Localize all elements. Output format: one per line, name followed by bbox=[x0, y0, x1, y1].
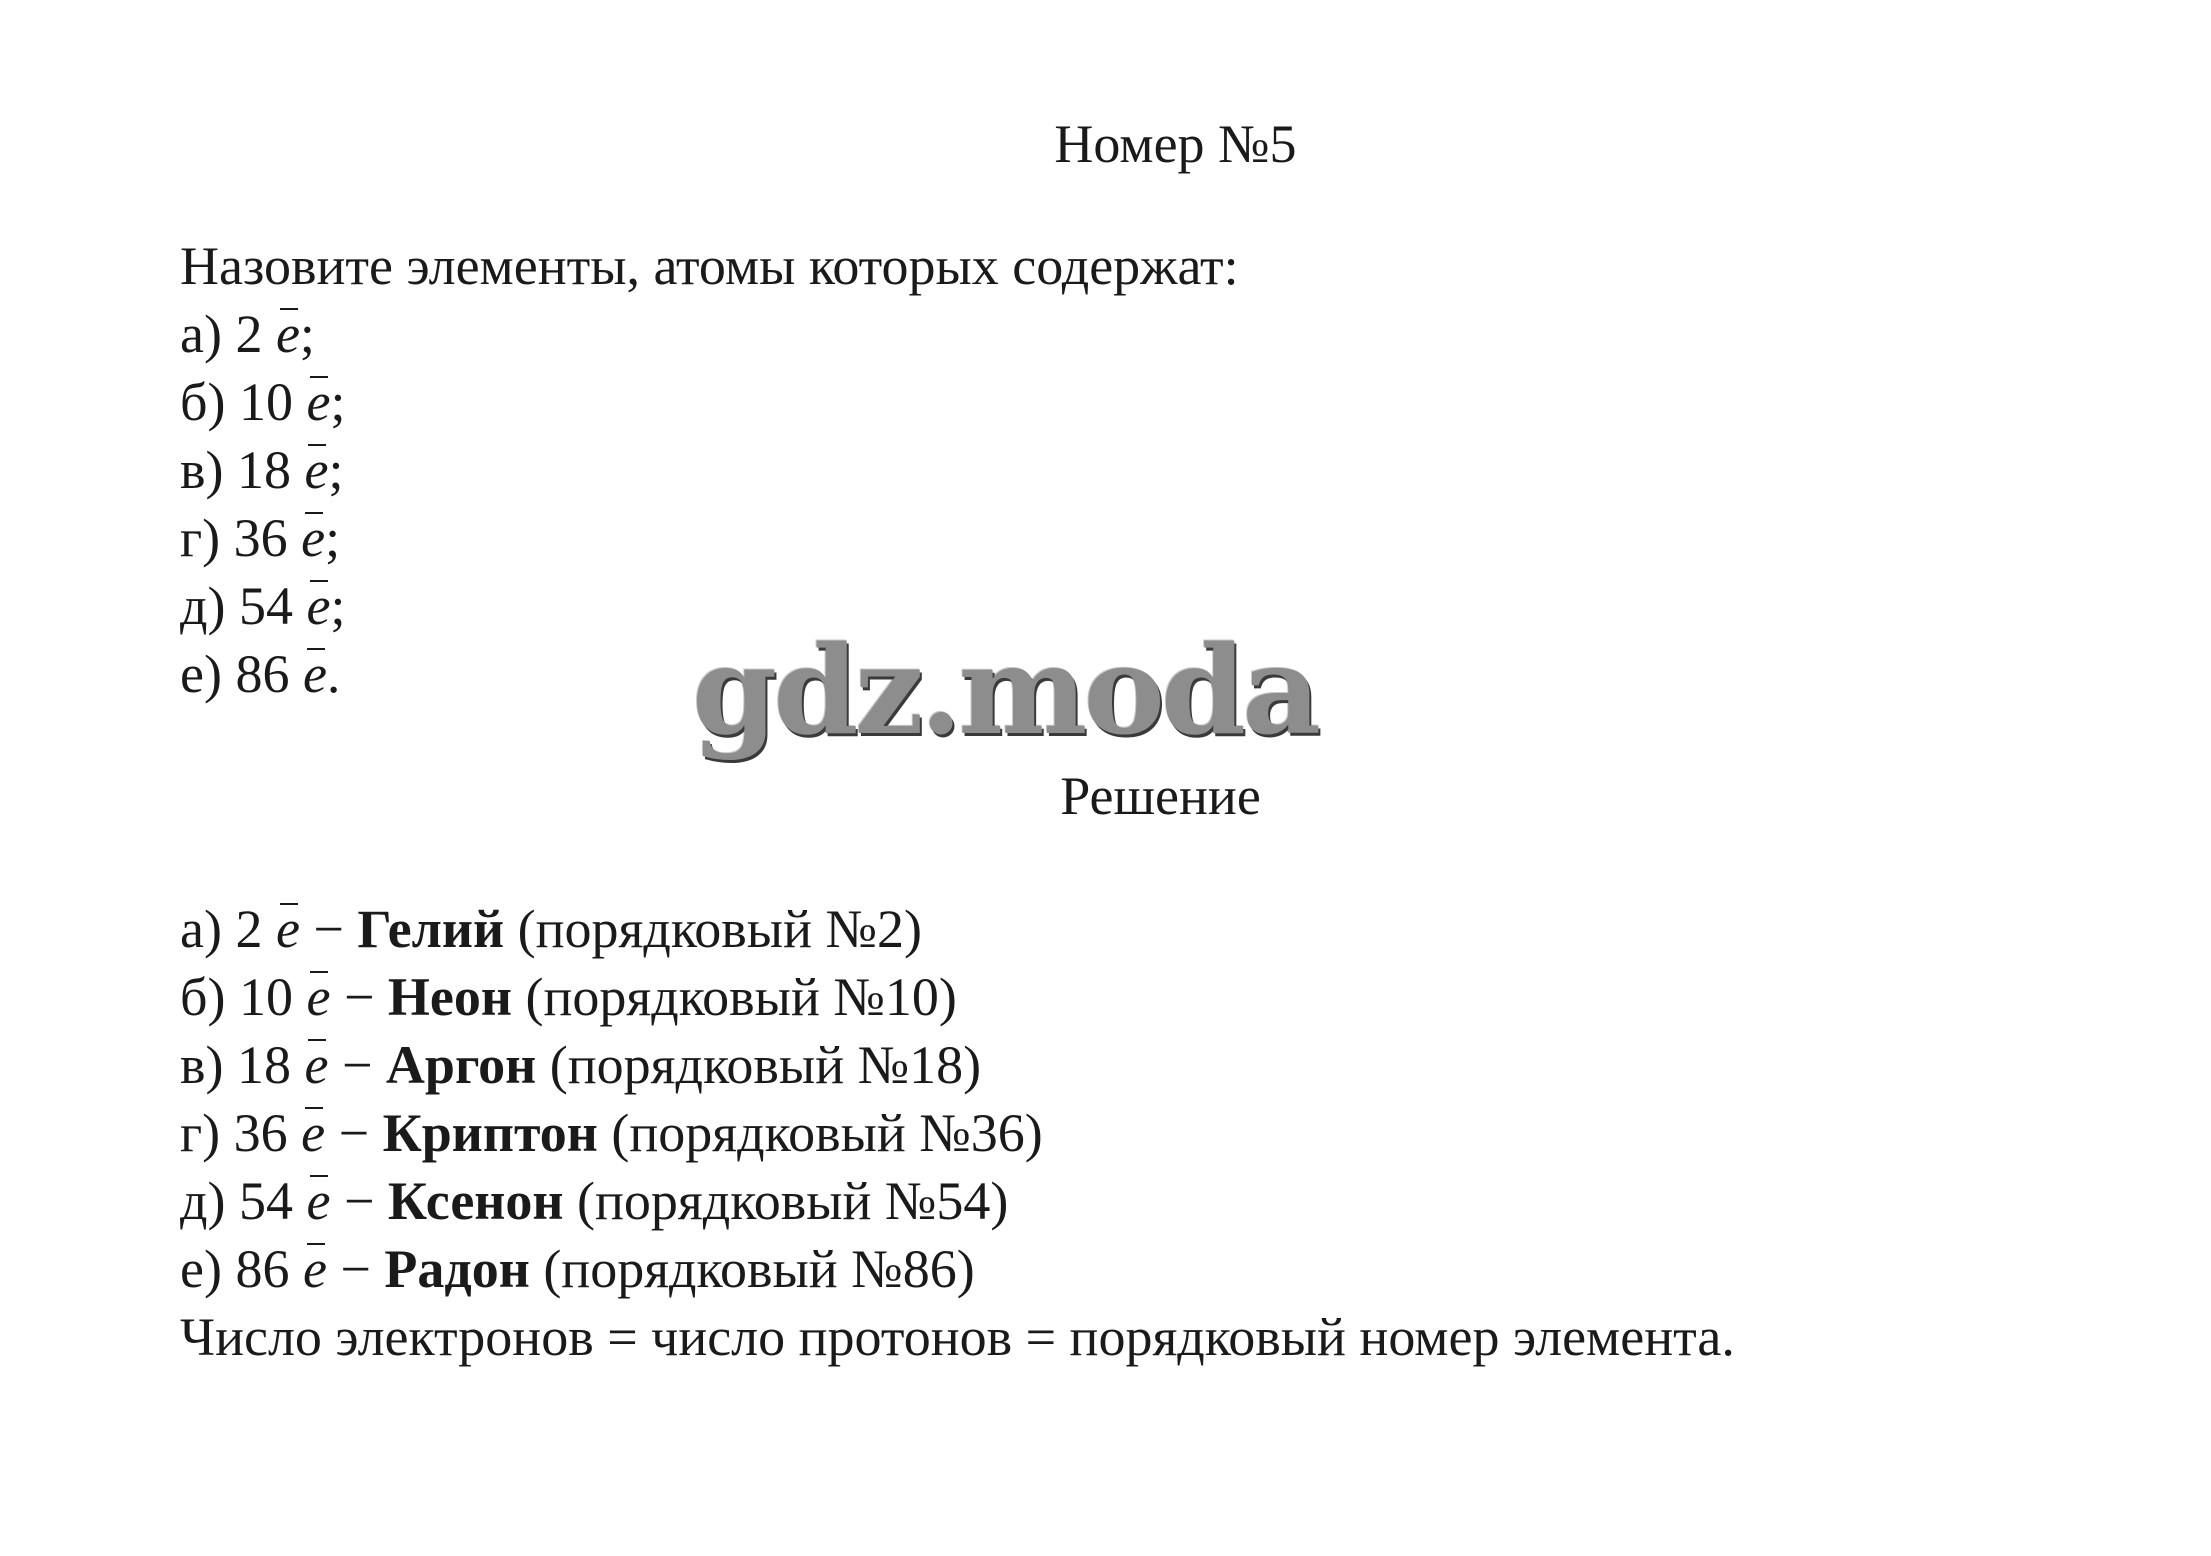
electron-symbol: e bbox=[301, 504, 325, 572]
solution-item: г) 36 e − Криптон (порядковый №36) bbox=[180, 1099, 1043, 1167]
element-name: Ксенон bbox=[387, 1171, 564, 1231]
task-item: е) 86 e. bbox=[180, 640, 340, 708]
electron-symbol: e bbox=[306, 368, 330, 436]
electron-symbol: e bbox=[303, 1235, 327, 1303]
solution-item: б) 10 e − Неон (порядковый №10) bbox=[180, 963, 957, 1031]
electron-symbol: e bbox=[304, 1031, 328, 1099]
electron-symbol: e bbox=[306, 1167, 330, 1235]
element-name: Аргон bbox=[385, 1035, 537, 1095]
watermark-logo: gdz.moda bbox=[692, 618, 1318, 762]
page-title: Номер №5 bbox=[1054, 114, 1297, 174]
solution-item: е) 86 e − Радон (порядковый №86) bbox=[180, 1235, 975, 1303]
electron-symbol: e bbox=[303, 640, 327, 708]
electron-symbol: e bbox=[276, 895, 300, 963]
task-item: б) 10 e; bbox=[180, 368, 345, 436]
solution-item: д) 54 e − Ксенон (порядковый №54) bbox=[180, 1167, 1008, 1235]
electron-symbol: e bbox=[304, 436, 328, 504]
task-item: в) 18 e; bbox=[180, 436, 343, 504]
electron-symbol: e bbox=[306, 963, 330, 1031]
electron-symbol: e bbox=[306, 572, 330, 640]
task-item: а) 2 e; bbox=[180, 300, 315, 368]
element-name: Криптон bbox=[382, 1103, 598, 1163]
electron-symbol: e bbox=[276, 300, 300, 368]
solution-heading: Решение bbox=[1060, 766, 1261, 826]
task-item: д) 54 e; bbox=[180, 572, 345, 640]
element-name: Неон bbox=[387, 967, 512, 1027]
solution-item: а) 2 e − Гелий (порядковый №2) bbox=[180, 895, 922, 963]
solution-item: в) 18 e − Аргон (порядковый №18) bbox=[180, 1031, 981, 1099]
element-name: Гелий bbox=[357, 899, 505, 959]
task-prompt: Назовите элементы, атомы которых содержат: bbox=[180, 236, 1239, 296]
electron-symbol: e bbox=[301, 1099, 325, 1167]
task-item: г) 36 e; bbox=[180, 504, 340, 572]
element-name: Радон bbox=[384, 1239, 530, 1299]
solution-conclusion: Число электронов = число протонов = порядковый номер элемента. bbox=[180, 1307, 1735, 1367]
